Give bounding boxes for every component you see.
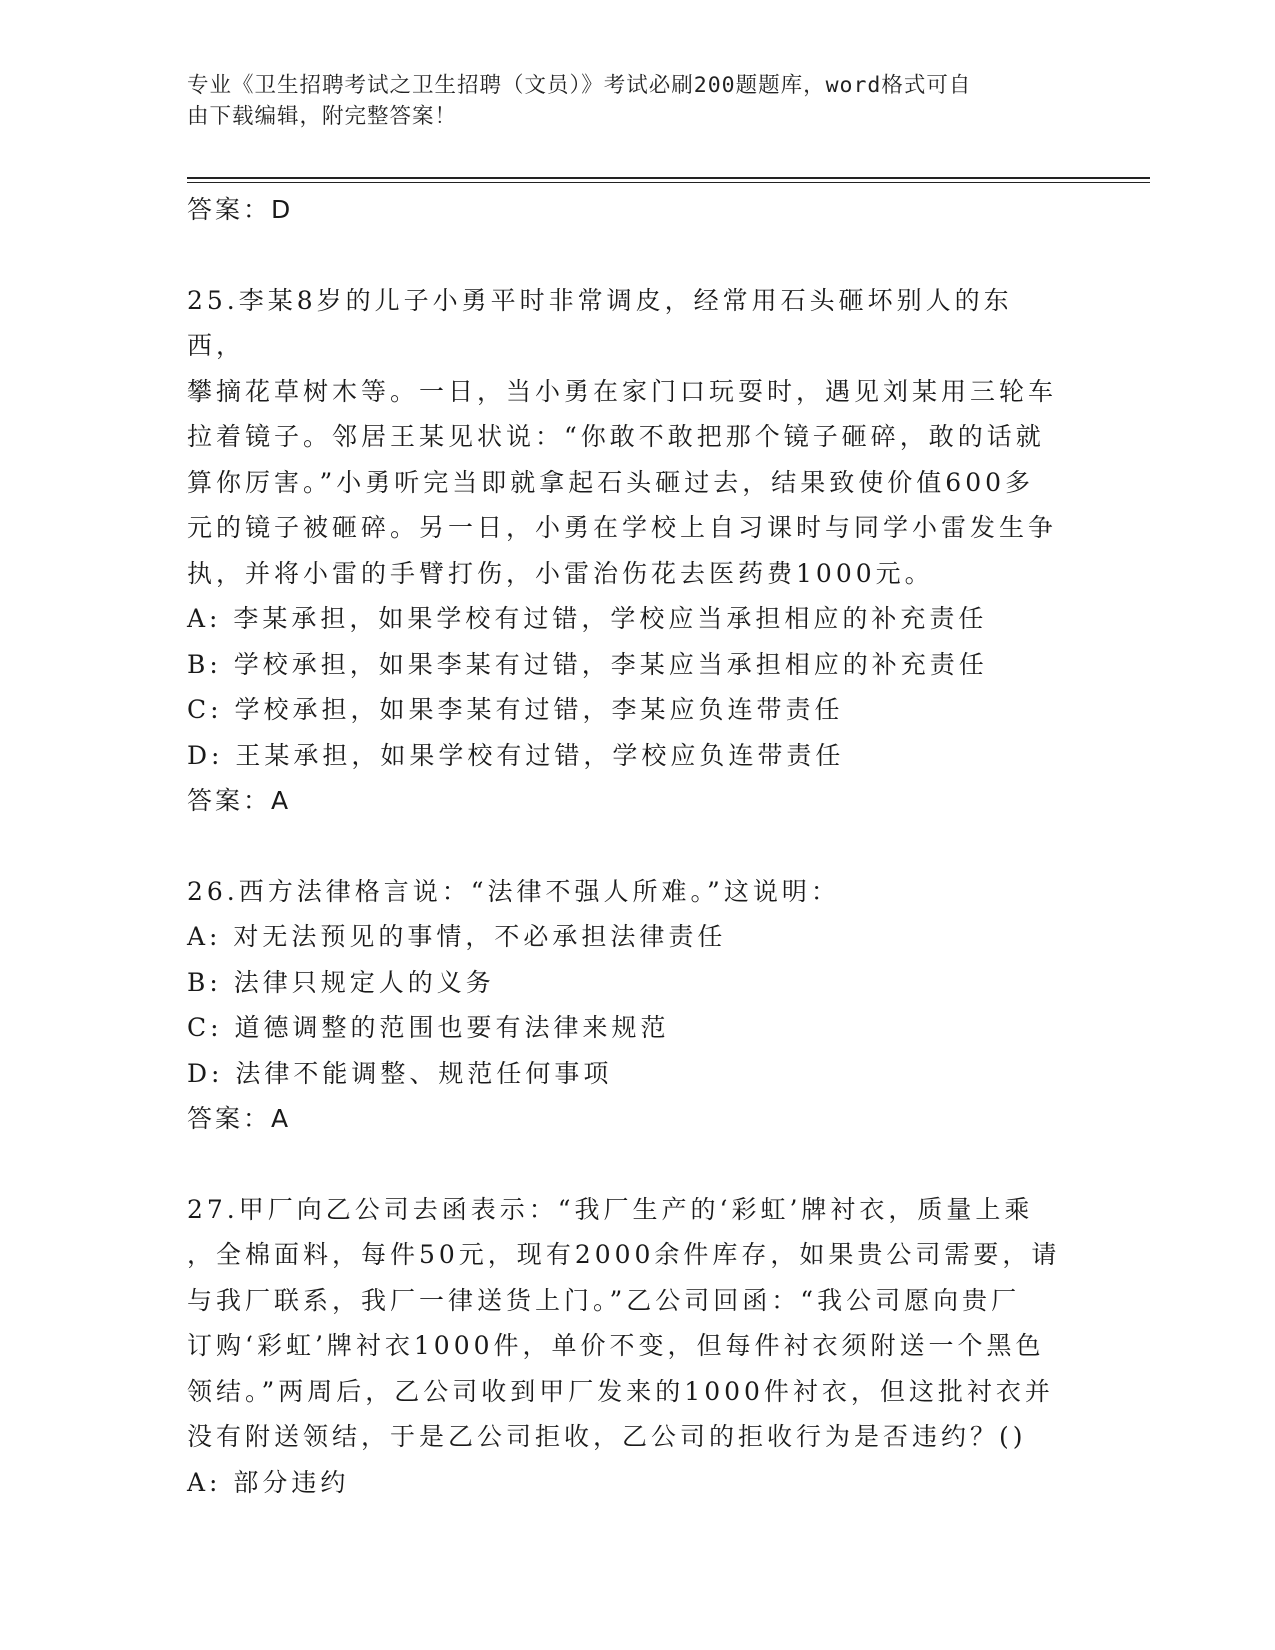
question-stem-line: 攀摘花草树木等。一日，当小勇在家门口玩耍时，遇见刘某用三轮车: [187, 376, 1058, 406]
spacer: [187, 1142, 1067, 1187]
question-stem-line: 订购‘彩虹’牌衬衣1000件，单价不变，但每件衬衣须附送一个黑色: [187, 1331, 1045, 1360]
option-a: A: 部分违约: [187, 1467, 350, 1497]
question-stem-line: 没有附送领结，于是乙公司拒收，乙公司的拒收行为是否违约？(): [187, 1422, 1027, 1451]
question-27: [187, 1187, 1067, 1506]
option-c: C: 学校承担，如果李某有过错，李某应负连带责任: [187, 695, 844, 724]
answer-label: 答案：A: [187, 786, 292, 815]
question-content: [187, 187, 1067, 1505]
option-d: D: 法律不能调整、规范任何事项: [187, 1058, 613, 1088]
option-b: B: 学校承担，如果李某有过错，李某应当承担相应的补充责任: [187, 649, 988, 679]
option-b: B: 法律只规定人的义务: [187, 967, 495, 997]
question-stem-line: 执，并将小雷的手臂打伤，小雷治伤花去医药费1000元。: [187, 558, 934, 588]
question-stem-line: 25.李某8岁的儿子小勇平时非常调皮，经常用石头砸坏别人的东西，: [187, 285, 1013, 360]
option-a: A: 李某承担，如果学校有过错，学校应当承担相应的补充责任: [187, 604, 988, 633]
document-header: [187, 70, 1067, 132]
question-stem-line: 与我厂联系，我厂一律送货上门。”乙公司回函：“我公司愿向贵厂: [187, 1285, 1021, 1315]
question-stem-line: 27.甲厂向乙公司去函表示：“我厂生产的‘彩虹’牌衬衣，质量上乘: [187, 1194, 1034, 1224]
question-stem-line: 26.西方法律格言说：“法律不强人所难。”这说明：: [187, 876, 840, 906]
header-rule-thin: [187, 182, 1150, 183]
header-rule-thick: [187, 177, 1150, 179]
option-d: D: 王某承担，如果学校有过错，学校应负连带责任: [187, 740, 845, 770]
question-stem-line: 拉着镜子。邻居王某见状说：“你敢不敢把那个镜子砸碎，敢的话就: [187, 422, 1045, 451]
question-25: [187, 278, 1067, 824]
question-26: [187, 869, 1067, 1142]
question-stem-line: 算你厉害。”小勇听完当即就拿起石头砸过去，结果致使价值600多: [187, 467, 1035, 497]
question-stem-line: ，全棉面料，每件50元，现有2000余件库存，如果贵公司需要，请: [187, 1240, 1061, 1269]
header-line-2: 由下载编辑，附完整答案！: [187, 104, 458, 129]
spacer: [187, 233, 1067, 278]
answer-label: 答案：A: [187, 1104, 292, 1133]
question-stem-line: 领结。”两周后，乙公司收到甲厂发来的1000件衬衣，但这批衬衣并: [187, 1376, 1054, 1406]
previous-answer: 答案：D: [187, 195, 294, 224]
spacer: [187, 824, 1067, 869]
option-a: A: 对无法预见的事情，不必承担法律责任: [187, 922, 727, 951]
header-line-1: 专业《卫生招聘考试之卫生招聘（文员）》考试必刷200题题库，word格式可自: [187, 73, 972, 98]
question-stem-line: 元的镜子被砸碎。另一日，小勇在学校上自习课时与同学小雷发生争: [187, 513, 1058, 542]
option-c: C: 道德调整的范围也要有法律来规范: [187, 1013, 670, 1042]
